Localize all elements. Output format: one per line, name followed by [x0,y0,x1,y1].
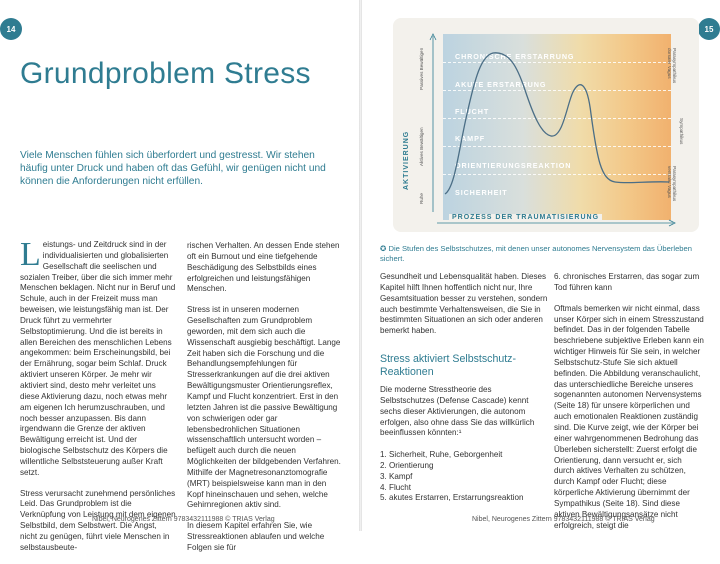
footer-right: Nibel, Neurogenes Zittern 9783432111988 © TRIAS Verlag [472,516,655,523]
band-label-safety: SICHERHEIT [455,188,508,197]
right-label-sympathicus: Sympathikus [679,118,684,145]
caption-arrow-icon: ✪ [380,244,389,253]
right-column-2 [554,272,704,541]
paragraph: Stress ist in unseren modernen Gesellschaften zum Grundproblem geworden, mit dem sich auch die Wissenschaft ausgiebig beschäftigt. Lange Zeit haben sich die Forschung und die Behandlungsempfehlungen für Stresserkrankungen auf die drei aktiven Bewältigungsmuster Orientierungsreflex, Kampf und Flucht konzentriert. Erst in den letzten Jahren ist die passive Bewältigung von schwierigen oder gar lebensbedrohlichen Situationen wissenschaftlich untersucht worden – befügelt auch durch die neuen Möglichkeiten der bildgebenden Verfahren. Mithilfe der Magnetresonanztomografie (MRT) beispielsweise kann man in den Kopf hineinschauen und sehen, welche Gehirnregionen aktiv sind. [187,305,341,510]
paragraph: 6. chronisches Erstarren, das sogar zum Tod führen kann [554,272,700,292]
list-item: 4. Flucht [380,482,412,492]
page-number-left: 14 [0,18,22,40]
band-label-chronic-freeze: CHRONISCHE ERSTARRUNG [455,52,575,61]
footer-left: Nibel, Neurogenes Zittern 9783432111988 © TRIAS Verlag [92,516,275,523]
list-item: 2. Orientierung [380,460,434,470]
gutter [359,0,362,531]
page-title: Grundproblem Stress [20,57,311,90]
list-item: 3. Kampf [380,471,413,481]
activation-list [380,450,550,504]
list-item: 5. akutes Erstarren, Erstarrungsreaktion [380,493,524,503]
activation-curve [445,53,669,194]
right-column-1-cont [380,385,548,449]
paragraph: Oftmals bemerken wir nicht einmal, dass unser Körper sich in einem Stresszustand befindet. Das in der folgenden Tabelle beschriebene subjektive Erleben kann ein wichtiger Hinweis für Sie sein, in welcher Selbstschutz-Stufe Sie sich aktuell befinden. Die Abbildung veranschaulicht, das unterschiedliche Bereiche unseres sogenannten autonomen Nervensystems (Seite 18) für unsere körperlichen und auch emotionalen Reaktionen zuständig sind. Die Kurve zeigt, wie der Körper bei einer wahrgenommenen Bedrohung das Überleben sicherstellt: Zuerst erfolgt die Orientierung, dann versucht er, sich durch aktives Verhalten zu schützen, durch Kampf oder Flucht; diese körperliche Aktivierung übernimmt der Sympathikus (Seite 18). Sind diese aktiven Bewältigungsansätze nicht erfolgreich, steigt die [554,303,704,530]
section-heading: Stress aktiviert Selbstschutz-Reaktionen [380,353,516,378]
paragraph [20,236,176,479]
paragraph: Gesundheit und Lebensqualität haben. Dieses Kapitel hilft Ihnen hoffentlich nicht nur, Ihre Gesamtsituation besser zu verstehen, sondern auch bestimmte Verhaltensweisen, die Sie in bestimmten Situationen an sich oder anderen bemerkt haben. [380,272,548,336]
right-column-1 [380,272,548,347]
left-label-rest: Ruhe [419,193,424,204]
paragraph-text: eistungs- und Zeitdruck sind in der individualisierten und globalisierten Gesellschaft die seelischen und sozialen Treiber, über die sich immer mehr Menschen beklagen. Nicht nur in Beruf und Schule, auch in der Freizeit muss man beweisen, wie leistungsfähig man ist. Der Druck führt zu vermehrter Selbstoptimierung. Und die ist bereits in allen Bereichen des menschlichen Lebens angekommen: beim Erscheinungsbild, bei der Ernährung, sogar beim Schlaf. Druck aktiviert unseren Körper. Je mehr wir aktiviert sind, desto mehr verleitet uns diese Aktivierung dazu, noch etwas mehr am eigenen Ich herumzuschrauben, und noch besser anzupassen. Bis dann irgendwann die Grenze der aktiven Bewältigung erreicht ist. Und der biologische Selbstschutz des Körpers die willentliche Selbststeuerung außer Kraft setzt. [20,240,176,477]
defense-cascade-diagram [393,18,699,232]
left-label-passive: Passives Bewältigen [419,47,424,90]
page-number-right: 15 [698,18,720,40]
band-label-fight: KAMPF [455,134,486,143]
diagram-caption [380,244,698,264]
caption-text: Die Stufen des Selbstschutzes, mit denen unser autonomes Nervensystem das Überleben sichert. [380,244,692,263]
paragraph: In diesem Kapitel erfahren Sie, wie Stressreaktionen ablaufen und welche Folgen sie für [187,521,325,552]
band-label-orientation: ORIENTIERUNGSREAKTION [455,161,572,170]
right-label-ventral-vagus: Parasympathikus ventraler Vagus [667,166,677,202]
intro-text: Viele Menschen fühlen sich überfordert und gestresst. Wir stehen häufig unter Druck und haben oft das Gefühl, wir genügen nicht und können die Anforderungen nicht erfüllen. [20,150,326,188]
band-label-flight: FLUCHT [455,107,490,116]
left-label-active: Aktives Bewältigen [419,127,424,166]
band-label-acute-freeze: AKUTE ERSTARRUNG [455,80,547,89]
x-axis-label: PROZESS DER TRAUMATISIERUNG [449,214,602,221]
paragraph: Stress verursacht zunehmend persönliches Leid. Das Grundproblem ist die Verknüpfung von Leistung mit dem eigenen Selbstbild, dem Selbstwert. Die Angst, nicht zu genügen, führt viele Menschen in selbstausbeute- [20,488,176,552]
list-item: 1. Sicherheit, Ruhe, Geborgenheit [380,450,503,459]
y-axis-label: AKTIVIERUNG [403,130,410,190]
drop-cap: L [20,236,41,273]
right-label-dorsal-vagus: Parasympathikus dorsaler Vagus [667,48,677,84]
paragraph: rischen Verhalten. An dessen Ende stehen oft ein Burnout und eine tiefgehende Beschädigung des Selbstbilds eines erfolgreichen und leistungsfähigen Menschen. [187,241,340,294]
diagram-svg [393,18,699,232]
paragraph: Die moderne Stresstheorie des Selbstschutzes (Defense Cascade) kennt sechs dieser Aktivierungen, die autonom erfolgen, also ohne dass Sie das willkürlich beeinflussen könnten:¹ [380,385,535,438]
